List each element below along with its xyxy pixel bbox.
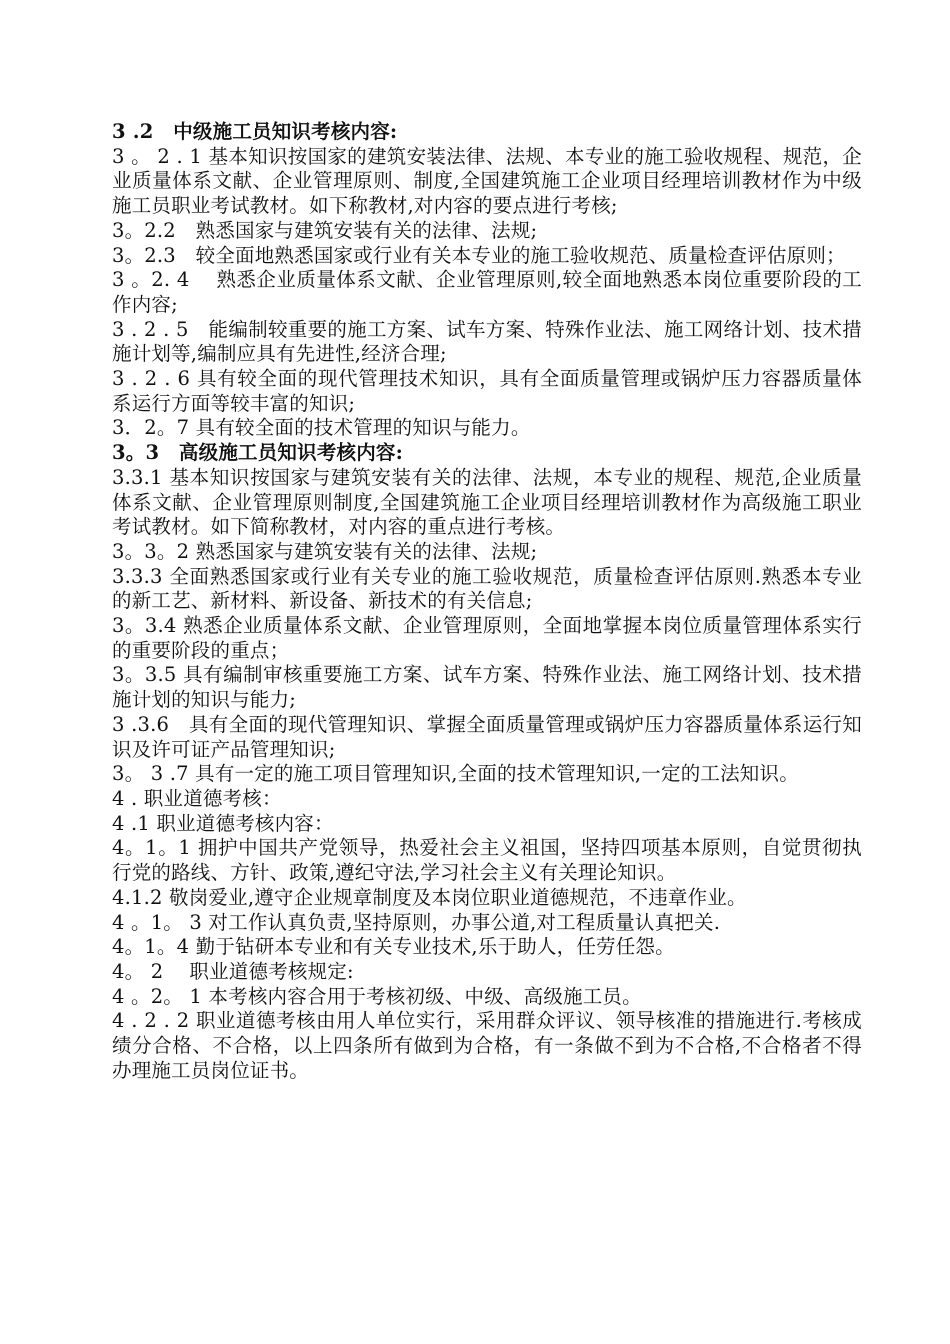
paragraph: 4。1。1 拥护中国共产党领导，热爱社会主义祖国，坚持四项基本原则，自觉贯彻执行党的路线、方针、政策,遵纪守法,学习社会主义有关理论知识。 xyxy=(112,836,862,885)
paragraph: 3 . 2 . 5 能编制较重要的施工方案、试车方案、特殊作业法、施工网络计划、技术措施计划等,编制应具有先进性,经济合理; xyxy=(112,317,862,366)
section-heading: 3 .2 中级施工员知识考核内容: xyxy=(112,120,398,143)
section-heading: 3。3 高级施工员知识考核内容: xyxy=(112,441,404,465)
paragraph: 4。1。4 勤于钻研本专业和有关专业技术,乐于助人，任劳任怨。 xyxy=(112,935,675,959)
paragraph: 3 . 2 . 6 具有较全面的现代管理技术知识，具有全面质量管理或锅炉压力容器质量体系运行方面等较丰富的知识; xyxy=(112,367,862,415)
paragraph: 3．2。7 具有较全面的技术管理的知识与能力。 xyxy=(112,416,531,440)
paragraph: 3 .3.6 具有全面的现代管理知识、掌握全面质量管理或锅炉压力容器质量体系运行知识及许可证产品管理知识; xyxy=(112,712,862,761)
document-page xyxy=(112,120,862,1083)
paragraph: 3。2.3 较全面地熟悉国家或行业有关本专业的施工验收规范、质量检查评估原则； xyxy=(112,243,846,267)
paragraph: 3。3.4 熟悉企业质量体系文献、企业管理原则，全面地掌握本岗位质量管理体系实行的重要阶段的重点； xyxy=(112,614,862,662)
paragraph: 3 。2. 4 熟悉企业质量体系文献、企业管理原则,较全面地熟悉本岗位重要阶段的工作内容; xyxy=(112,268,862,316)
paragraph: 4。 2 职业道德考核规定: xyxy=(112,959,354,983)
paragraph: 4 . 2 . 2 职业道德考核由用人单位实行，采用群众评议、领导核准的措施进行.考核成绩分合格、不合格，以上四条所有做到为合格，有一条做不到为不合格,不合格者不得办理施工员岗位证书。 xyxy=(112,1009,862,1082)
paragraph: 3。2.2 熟悉国家与建筑安装有关的法律、法规; xyxy=(112,218,538,242)
paragraph: 4 。1。 3 对工作认真负责,坚持原则，办事公道,对工程质量认真把关. xyxy=(112,910,721,934)
paragraph: 3.3.1 基本知识按国家与建筑安装有关的法律、法规，本专业的规程、规范,企业质量体系文献、企业管理原则制度,全国建筑施工企业项目经理培训教材作为高级施工职业考试教材。如下简称教材，对内容的重点进行考核。 xyxy=(112,465,862,539)
paragraph: 4 。2。 1 本考核内容合用于考核初级、中级、高级施工员。 xyxy=(112,984,642,1008)
paragraph: 4 .1 职业道德考核内容： xyxy=(112,811,334,835)
paragraph: 4.1.2 敬岗爱业,遵守企业规章制度及本岗位职业道德规范，不违章作业。 xyxy=(112,885,747,909)
paragraph: 3。3。2 熟悉国家与建筑安装有关的法律、法规; xyxy=(112,539,538,563)
paragraph: 3。 3 .7 具有一定的施工项目管理知识,全面的技术管理知识,一定的工法知识。 xyxy=(112,762,799,786)
paragraph: 3。3.5 具有编制审核重要施工方案、试车方案、特殊作业法、施工网络计划、技术措施计划的知识与能力; xyxy=(112,663,862,712)
paragraph: 3.3.3 全面熟悉国家或行业有关专业的施工验收规范，质量检查评估原则.熟悉本专业的新工艺、新材料、新设备、新技术的有关信息; xyxy=(112,564,862,613)
paragraph: 4 . 职业道德考核： xyxy=(112,786,282,810)
paragraph: 3 。 2 . 1 基本知识按国家的建筑安装法律、法规、本专业的施工验收规程、规范，企业质量体系文献、企业管理原则、制度,全国建筑施工企业项目经理培训教材作为中级施工员职业考试教材。如下称教材,对内容的要点进行考核; xyxy=(112,144,862,218)
